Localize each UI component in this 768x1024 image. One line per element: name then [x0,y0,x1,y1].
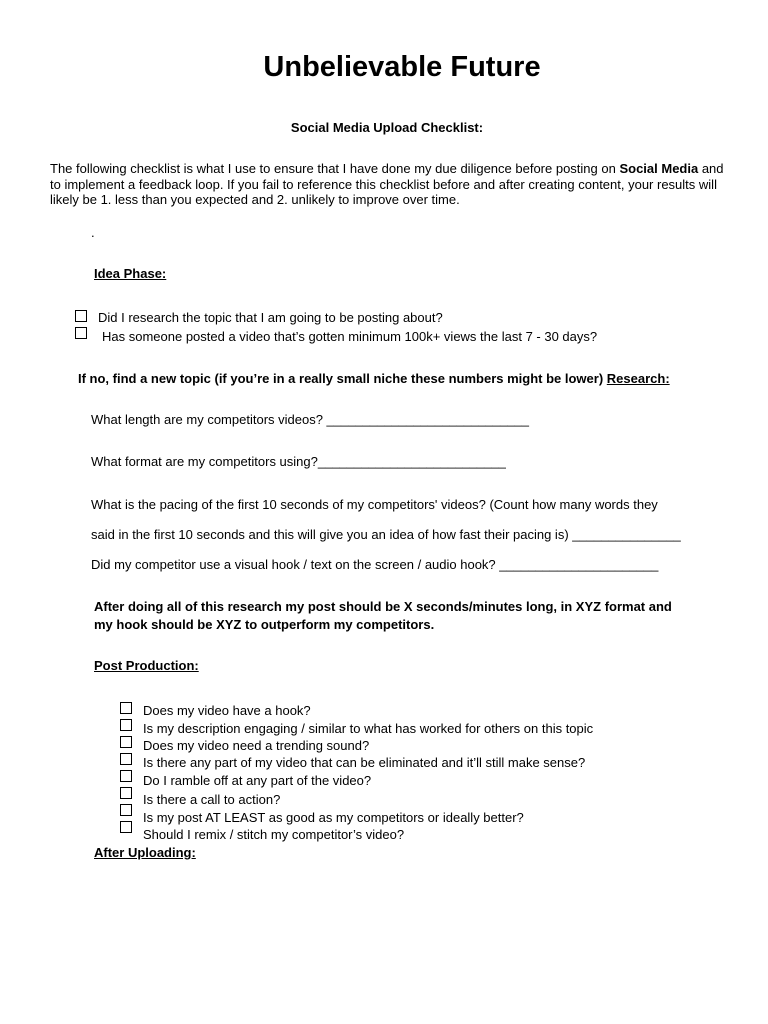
idea-item-1: Did I research the topic that I am going to be posting about? [98,310,443,325]
intro-text-after: and to implement a feedback loop. If you fail to reference this checklist before and after creating content, your results will likely be 1. less than you expected and 2. unlikely to improve over time. [50,161,724,207]
intro-paragraph [50,161,730,208]
post-item-7: Is my post AT LEAST as good as my competitors or ideally better? [143,810,524,825]
post-checkbox-6[interactable] [120,787,132,799]
post-item-3: Does my video need a trending sound? [143,738,370,753]
post-checkbox-4[interactable] [120,753,132,765]
post-item-1: Does my video have a hook? [143,703,311,718]
post-item-6: Is there a call to action? [143,792,281,807]
research-heading: Research: [606,371,670,386]
post-item-5: Do I ramble off at any part of the video? [143,773,372,788]
intro-bold-social-media: Social Media [619,161,699,176]
research-conclusion-line1: After doing all of this research my post should be X seconds/minutes long, in XYZ format and [94,599,672,614]
post-checkbox-8[interactable] [120,821,132,833]
if-no-text: If no, find a new topic (if you’re in a really small niche these numbers might be lower) [78,371,607,386]
document-title: Unbelievable Future [263,51,541,83]
post-item-2: Is my description engaging / similar to what has worked for others on this topic [143,721,594,736]
idea-phase-heading: Idea Phase: [94,266,167,281]
post-checkbox-2[interactable] [120,719,132,731]
research-conclusion-line2: my hook should be XYZ to outperform my competitors. [94,617,435,632]
idea-item-2: Has someone posted a video that’s gotten minimum 100k+ views the last 7 - 30 days? [102,329,598,344]
idea-checkbox-2[interactable] [75,327,87,339]
post-checkbox-1[interactable] [120,702,132,714]
idea-checkbox-1[interactable] [75,310,87,322]
intro-text-before: The following checklist is what I use to ensure that I have done my due diligence before posting on [50,161,620,176]
post-checkbox-7[interactable] [120,804,132,816]
post-production-heading: Post Production: [94,658,199,673]
stray-dot: . [91,225,95,240]
after-uploading-heading: After Uploading: [94,845,196,860]
research-question-pacing-line1: What is the pacing of the first 10 seconds of my competitors' videos? (Count how many words they [91,497,658,512]
if-no-note [78,371,670,387]
research-question-length: What length are my competitors videos? ____________________________ [91,412,529,427]
checklist-subtitle: Social Media Upload Checklist: [290,120,484,135]
post-item-4: Is there any part of my video that can be eliminated and it’ll still make sense? [143,755,586,770]
post-checkbox-3[interactable] [120,736,132,748]
research-question-hook: Did my competitor use a visual hook / text on the screen / audio hook? ______________________ [91,557,659,572]
research-question-pacing-line2: said in the first 10 seconds and this will give you an idea of how fast their pacing is) _______________ [91,527,681,542]
post-checkbox-5[interactable] [120,770,132,782]
post-item-8: Should I remix / stitch my competitor’s video? [143,827,405,842]
research-question-format: What format are my competitors using?__________________________ [91,454,506,469]
